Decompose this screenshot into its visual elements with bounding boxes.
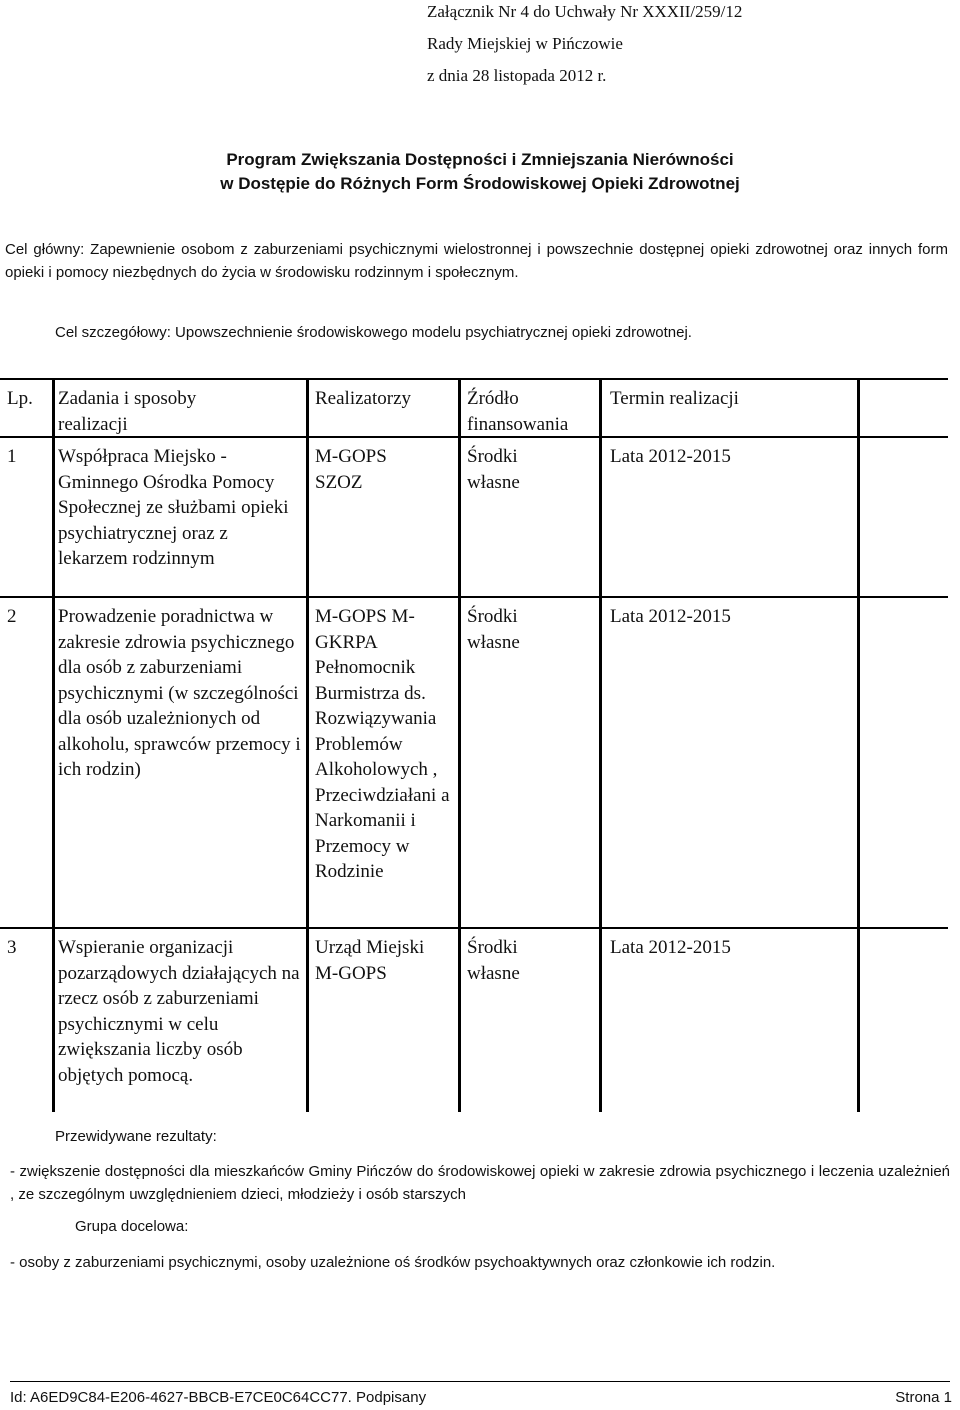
detailed-goal: Cel szczegółowy: Upowszechnienie środowiskowego modelu psychiatrycznej opieki zdrowotnej.	[55, 324, 692, 341]
table-row-2-task: Prowadzenie poradnictwa w zakresie zdrowia psychicznego dla osób z zaburzeniami psychicznymi (w szczególności dla osób uzależnionych od alkoholu, sprawców przemocy i ich rodzin)	[58, 606, 301, 780]
col-header-source: Źródło finansowania	[467, 388, 569, 435]
document-title	[0, 148, 960, 196]
table-row-3-executors: Urząd Miejski M-GOPS	[315, 937, 425, 984]
col-header-tasks: Zadania i sposoby realizacji	[58, 388, 197, 435]
table-row-2-source: Środki własne	[467, 606, 520, 653]
table-row-3-term: Lata 2012-2015	[610, 937, 731, 958]
table-row-2-lp: 2	[7, 606, 17, 627]
table-divider	[306, 378, 309, 1112]
attachment-header-line3: z dnia 28 listopada 2012 r.	[427, 66, 607, 85]
col-header-lp: Lp.	[7, 388, 33, 409]
table-row-2-executors: M-GOPS M-GKRPA Pełnomocnik Burmistrza ds. Rozwiązywania Problemów Alkoholowych , Przeciwdziałani a Narkomanii i Przemocy w Rodzinie	[315, 606, 450, 882]
target-group-label: Grupa docelowa:	[75, 1218, 189, 1235]
table-divider	[0, 596, 948, 598]
table-row-3-task: Wspieranie organizacji pozarządowych działających na rzecz osób z zaburzeniami psychicznymi w celu zwiększania liczby osób objętych pomocą.	[58, 937, 300, 1086]
table-divider	[458, 378, 461, 1112]
main-goal: Cel główny: Zapewnienie osobom z zaburzeniami psychicznymi wielostronnej i powszechnie dostępnej opieki zdrowotnej oraz innych form opieki i pomocy niezbędnych do życia w środowisku rodzinnym i społecznym.	[5, 241, 948, 281]
table-row-1-task: Współpraca Miejsko - Gminnego Ośrodka Pomocy Społecznej ze służbami opieki psychiatrycznej oraz z lekarzem rodzinnym	[58, 446, 289, 569]
document-title-line1: Program Zwiększania Dostępności i Zmniejszania Nierówności	[226, 150, 734, 169]
table-row-1-source: Środki własne	[467, 446, 520, 493]
results-label: Przewidywane rezultaty:	[55, 1128, 217, 1145]
table-row-3-source: Środki własne	[467, 937, 520, 984]
table-divider	[857, 378, 860, 1112]
col-header-term: Termin realizacji	[610, 388, 739, 409]
table-row-1-term: Lata 2012-2015	[610, 446, 731, 467]
col-header-executors: Realizatorzy	[315, 388, 412, 409]
table-row-1-lp: 1	[7, 446, 17, 467]
target-group-text: - osoby z zaburzeniami psychicznymi, osoby uzależnione oś środków psychoaktywnych oraz członkowie ich rodzin.	[10, 1254, 776, 1271]
footer-divider	[10, 1381, 950, 1382]
tasks-table	[0, 378, 960, 1112]
table-row-1-executors: M-GOPS SZOZ	[315, 446, 387, 493]
attachment-header-line2: Rady Miejskiej w Pińczowie	[427, 34, 623, 53]
table-divider	[0, 927, 948, 929]
document-id: Id: A6ED9C84-E206-4627-BBCB-E7CE0C64CC77. Podpisany	[10, 1389, 427, 1406]
results-text: - zwiększenie dostępności dla mieszkańców Gminy Pińczów do środowiskowej opieki w zakresie zdrowia psychicznego i leczenia uzależnień , ze szczególnym uwzględnieniem dzieci, młodzieży i osób starszych	[10, 1163, 950, 1203]
document-title-line2: w Dostępie do Różnych Form Środowiskowej Opieki Zdrowotnej	[220, 174, 740, 193]
page-number: Strona 1	[895, 1389, 952, 1406]
table-divider	[599, 378, 602, 1112]
table-divider	[52, 378, 55, 1112]
table-divider	[0, 378, 948, 380]
table-row-3-lp: 3	[7, 937, 17, 958]
table-row-2-term: Lata 2012-2015	[610, 606, 731, 627]
attachment-header-line1: Załącznik Nr 4 do Uchwały Nr XXXII/259/12	[427, 2, 743, 21]
